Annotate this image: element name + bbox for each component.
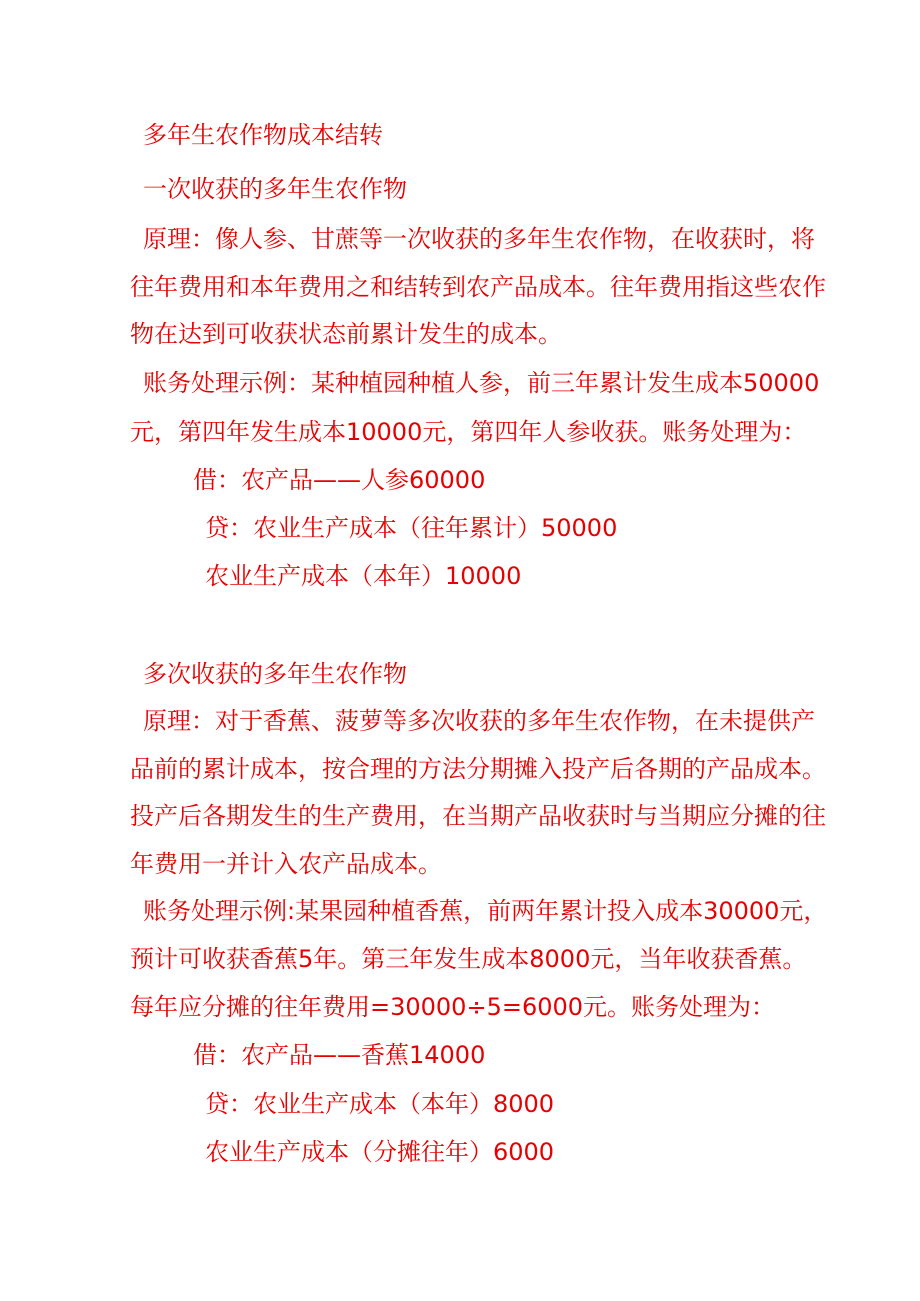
example-line-3: 每年应分摊的往年费用=30000÷5=6000元。账务处理为： [130, 993, 776, 1021]
principle-line-3: 物在达到可收获状态前累计发生的成本。 [130, 320, 562, 348]
document-title: 多年生农作物成本结转 [143, 121, 383, 149]
example-line-2: 元，第四年发生成本10000元，第四年人参收获。账务处理为： [130, 418, 807, 446]
journal-entry-credit-2: 农业生产成本（分摊往年）6000 [205, 1138, 555, 1166]
section-heading-multi-harvest: 多次收获的多年生农作物 [143, 660, 407, 688]
journal-entry-debit: 借：农产品——人参60000 [193, 466, 486, 494]
journal-entry-credit: 贷：农业生产成本（往年累计）50000 [205, 514, 618, 542]
section-heading-single-harvest: 一次收获的多年生农作物 [143, 175, 407, 203]
example-line-2: 预计可收获香蕉5年。第三年发生成本8000元，当年收获香蕉。 [130, 945, 807, 973]
principle-line-2: 品前的累计成本，按合理的方法分期摊入投产后各期的产品成本。 [130, 755, 826, 783]
example-line-1: 账务处理示例:某果园种植香蕉，前两年累计投入成本30000元， [143, 897, 828, 925]
principle-line-2: 往年费用和本年费用之和结转到农产品成本。往年费用指这些农作 [130, 273, 826, 301]
principle-line-1: 原理：对于香蕉、菠萝等多次收获的多年生农作物，在未提供产 [143, 707, 815, 735]
principle-line-3: 投产后各期发生的生产费用，在当期产品收获时与当期应分摊的往 [130, 802, 826, 830]
journal-entry-credit: 贷：农业生产成本（本年）8000 [205, 1090, 555, 1118]
example-line-1: 账务处理示例：某种植园种植人参，前三年累计发生成本50000 [143, 369, 820, 397]
journal-entry-credit-2: 农业生产成本（本年）10000 [205, 562, 522, 590]
principle-line-4: 年费用一并计入农产品成本。 [130, 850, 442, 878]
journal-entry-debit: 借：农产品——香蕉14000 [193, 1041, 486, 1069]
principle-line-1: 原理：像人参、甘蔗等一次收获的多年生农作物，在收获时，将 [143, 225, 815, 253]
